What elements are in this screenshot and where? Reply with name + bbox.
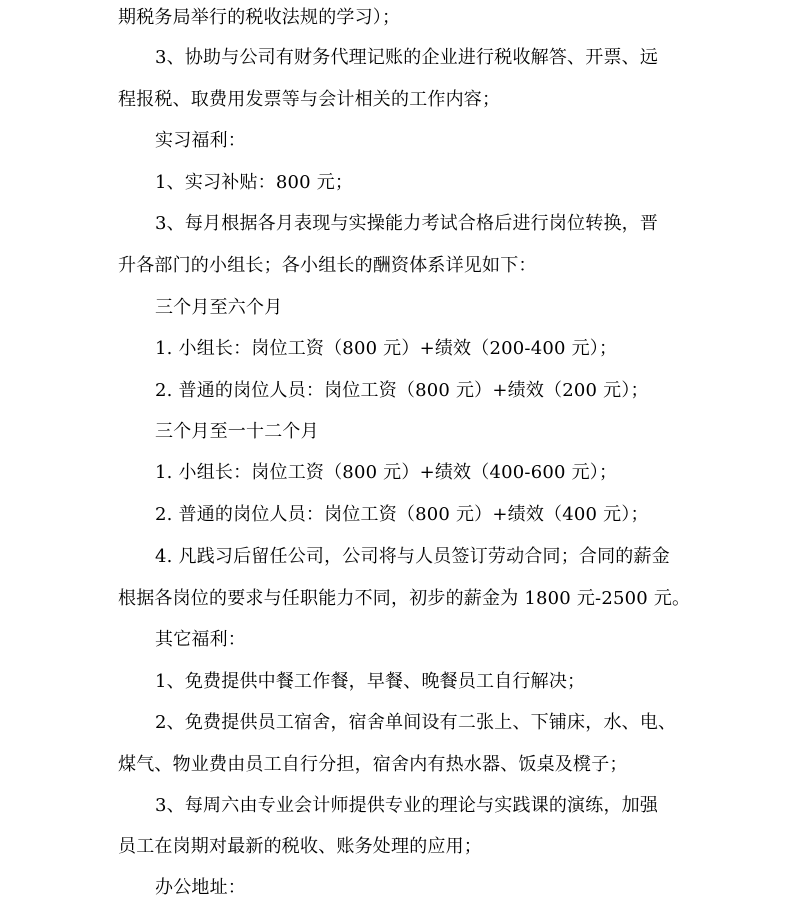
text-line: 2、免费提供员工宿舍，宿舍单间设有二张上、下铺床，水、电、 — [155, 712, 677, 733]
text-line: 期税务局举行的税收法规的学习）； — [118, 7, 401, 28]
text-line: 2. 普通的岗位人员：岗位工资（800 元）+绩效（400 元）； — [155, 504, 649, 525]
text-line: 程报税、取费用发票等与会计相关的工作内容； — [118, 89, 501, 110]
text-line: 三个月至六个月 — [155, 297, 283, 318]
section-heading: 办公地址： — [155, 877, 246, 898]
text-line: 2. 普通的岗位人员：岗位工资（800 元）+绩效（200 元）； — [155, 380, 649, 401]
text-line: 升各部门的小组长；各小组长的酬资体系详见如下： — [118, 255, 537, 276]
text-line: 根据各岗位的要求与任职能力不同，初步的薪金为 1800 元-2500 元。 — [118, 588, 691, 609]
text-line: 4. 凡践习后留任公司，公司将与人员签订劳动合同；合同的薪金 — [155, 546, 670, 567]
text-line: 1. 小组长：岗位工资（800 元）+绩效（400-600 元）； — [155, 462, 618, 483]
text-line: 3、每周六由专业会计师提供专业的理论与实践课的演练，加强 — [155, 795, 659, 816]
text-line: 员工在岗期对最新的税收、账务处理的应用； — [118, 836, 482, 857]
section-heading: 其它福利： — [155, 629, 246, 650]
text-line: 三个月至一十二个月 — [155, 421, 319, 442]
section-heading: 实习福利： — [155, 130, 246, 151]
text-line: 1. 小组长：岗位工资（800 元）+绩效（200-400 元）； — [155, 338, 618, 359]
text-line: 1、实习补贴：800 元； — [155, 172, 354, 193]
text-line: 3、每月根据各月表现与实操能力考试合格后进行岗位转换，晋 — [155, 213, 659, 234]
text-line: 3、协助与公司有财务代理记账的企业进行税收解答、开票、远 — [155, 47, 659, 68]
text-line: 煤气、物业费由员工自行分担，宿舍内有热水器、饭桌及櫈子； — [118, 754, 628, 775]
text-line: 1、免费提供中餐工作餐，早餐、晚餐员工自行解决； — [155, 671, 586, 692]
